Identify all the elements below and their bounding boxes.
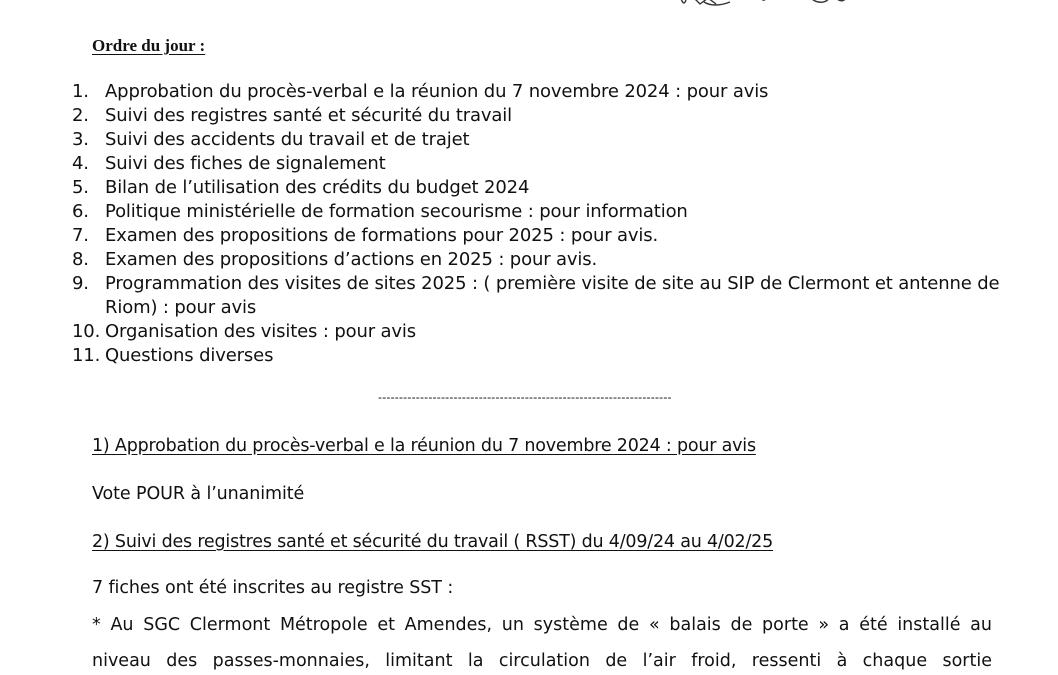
agenda-item-number: 8. [72, 249, 89, 270]
section-2-paragraph-line-1: * Au SGC Clermont Métropole et Amendes, un système de « balais de porte » a été installé au [92, 615, 992, 635]
agenda-item-number: 11. [72, 345, 101, 366]
agenda-item-text: Politique ministérielle de formation secourisme : pour information [105, 201, 688, 222]
agenda-title: Ordre du jour : [92, 36, 206, 55]
agenda-item-text: Approbation du procès-verbal e la réunion du 7 novembre 2024 : pour avis [105, 81, 769, 102]
agenda-item [60, 248, 1020, 272]
section-separator: ---------------------------------------------------------------------- [378, 390, 672, 404]
agenda-item-number: 9. [72, 273, 89, 294]
agenda-item-number: 1. [72, 81, 89, 102]
agenda-item-text: Bilan de l’utilisation des crédits du budget 2024 [105, 177, 530, 198]
agenda-item-text: Organisation des visites : pour avis [105, 321, 417, 342]
section-2-intro: 7 fiches ont été inscrites au registre SST : [92, 578, 454, 598]
agenda-item-text: Questions diverses [105, 345, 274, 366]
agenda-item-text: Examen des propositions de formations pour 2025 : pour avis. [105, 225, 659, 246]
agenda-item-number: 4. [72, 153, 89, 174]
agenda-item-number: 6. [72, 201, 89, 222]
agenda-item [60, 320, 1020, 344]
section-1-heading: 1) Approbation du procès-verbal e la réunion du 7 novembre 2024 : pour avis [92, 436, 756, 456]
agenda-item-text: Examen des propositions d’actions en 2025 : pour avis. [105, 249, 598, 270]
agenda-item [60, 104, 1020, 128]
agenda-list [60, 80, 1020, 368]
agenda-item-number: 7. [72, 225, 89, 246]
signature-fragment-icon [660, 0, 890, 14]
agenda-item [60, 128, 1020, 152]
agenda-item [60, 80, 1020, 104]
agenda-item-number: 3. [72, 129, 89, 150]
agenda-item-text: Programmation des visites de sites 2025 : ( première visite de site au SIP de Clermont et antenne de Riom) : pour avis [105, 273, 1000, 318]
agenda-item-number: 2. [72, 105, 89, 126]
agenda-item [60, 224, 1020, 248]
agenda-item-number: 5. [72, 177, 89, 198]
agenda-item [60, 200, 1020, 224]
section-1-vote-text: Vote POUR à l’unanimité [92, 484, 305, 504]
agenda-item [60, 176, 1020, 200]
agenda-item-text: Suivi des fiches de signalement [105, 153, 386, 174]
agenda-item-text: Suivi des accidents du travail et de trajet [105, 129, 470, 150]
section-2-heading: 2) Suivi des registres santé et sécurité du travail ( RSST) du 4/09/24 au 4/02/25 [92, 532, 774, 552]
section-2-paragraph-line-2: niveau des passes-monnaies, limitant la circulation de l’air froid, ressenti à chaque sortie [92, 651, 992, 671]
agenda-item-number: 10. [72, 321, 101, 342]
agenda-item [60, 344, 1020, 368]
agenda-item [60, 272, 1020, 320]
agenda-item-text: Suivi des registres santé et sécurité du travail [105, 105, 512, 126]
agenda-item [60, 152, 1020, 176]
